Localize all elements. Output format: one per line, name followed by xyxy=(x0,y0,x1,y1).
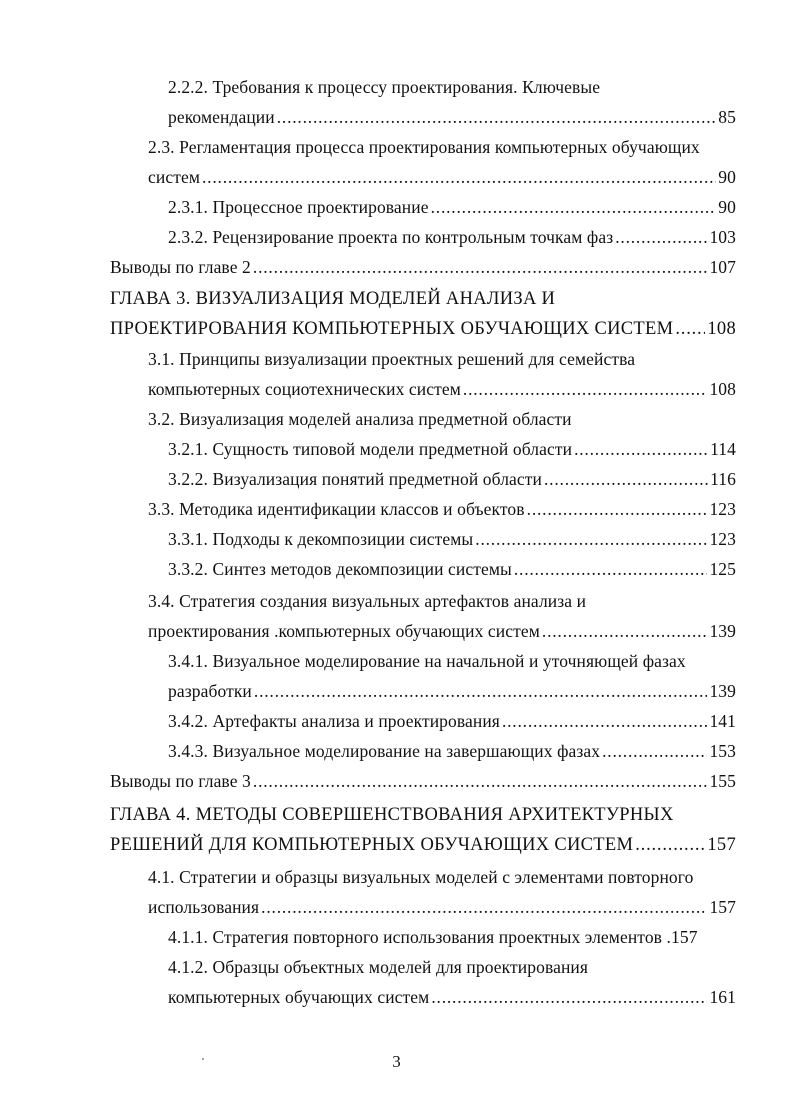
toc-entry-2-3-2[interactable] xyxy=(168,222,736,252)
dot-leader xyxy=(463,374,708,404)
toc-page-number: 108 xyxy=(707,319,736,339)
toc-page-number: 139 xyxy=(709,681,736,701)
toc-entry-text: 3.4.3. Визуальное моделирование на завершающих фазах xyxy=(168,741,601,761)
toc-entry-text: рекомендации xyxy=(168,107,275,127)
toc-entry-3-1[interactable] xyxy=(148,374,736,404)
toc-entry-2-3-1[interactable] xyxy=(168,192,736,222)
toc-page-number: 107 xyxy=(709,257,736,277)
toc-entry-3-3-1[interactable] xyxy=(168,524,736,554)
toc-page-number: 161 xyxy=(709,987,736,1007)
toc-page-number: 141 xyxy=(709,711,736,731)
toc-entry-text: систем xyxy=(148,167,200,187)
dot-leader xyxy=(574,434,708,464)
dot-leader xyxy=(277,102,717,132)
toc-page-number: 153 xyxy=(709,741,736,761)
dot-leader xyxy=(527,494,708,524)
toc-entry-text: 3.3.1. Подходы к декомпозиции системы xyxy=(168,529,474,549)
dot-leader xyxy=(544,464,708,494)
toc-page-number: 155 xyxy=(709,771,736,791)
dot-leader xyxy=(542,616,708,646)
toc-chapter-3[interactable] xyxy=(110,314,736,344)
toc-entry-conclusions-2[interactable] xyxy=(110,252,736,282)
toc-entry-text: компьютерных социотехнических систем xyxy=(148,379,461,399)
dot-leader xyxy=(202,162,716,192)
toc-entry-text: 3.4.2. Артефакты анализа и проектирования xyxy=(168,711,500,731)
toc-page-number: 114 xyxy=(710,439,736,459)
toc-entry-3-2[interactable]: 3.2. Визуализация моделей анализа предметной области xyxy=(148,409,572,429)
toc-entry-3-4-1[interactable] xyxy=(168,676,736,706)
toc-entry-text: проектирования .компьютерных обучающих систем xyxy=(148,621,540,641)
toc-page-number: 125 xyxy=(709,559,736,579)
toc-entry-3-4-line1: 3.4. Стратегия создания визуальных артефактов анализа и xyxy=(148,591,587,611)
toc-entry-text: 3.2.2. Визуализация понятий предметной области xyxy=(168,469,542,489)
toc-entry-2-3-line1: 2.3. Регламентация процесса проектирования компьютерных обучающих xyxy=(148,137,700,157)
toc-entry-3-4[interactable] xyxy=(148,616,736,646)
toc-page-number: 157 xyxy=(709,897,736,917)
toc-page-number: .157 xyxy=(666,927,698,947)
toc-entry-text: 3.3. Методика идентификации классов и объектов xyxy=(148,499,525,519)
toc-entry-2-2-2[interactable] xyxy=(168,102,736,132)
dot-leader xyxy=(431,982,707,1012)
toc-page-number: 123 xyxy=(709,529,736,549)
toc-entry-text: РЕШЕНИЙ ДЛЯ КОМПЬЮТЕРНЫХ ОБУЧАЮЩИХ СИСТЕМ xyxy=(110,835,634,855)
toc-entry-text: 2.3.1. Процессное проектирование xyxy=(168,197,429,217)
dot-leader xyxy=(514,554,708,584)
toc-entry-text: использования xyxy=(148,897,260,917)
toc-entry-2-2-2-line1: 2.2.2. Требования к процессу проектирования. Ключевые xyxy=(168,77,601,97)
dot-leader xyxy=(635,830,705,860)
toc-entry-text: 3.3.2. Синтез методов декомпозиции системы xyxy=(168,559,512,579)
toc-page-number: 116 xyxy=(710,469,736,489)
toc-entry-text: ПРОЕКТИРОВАНИЯ КОМПЬЮТЕРНЫХ ОБУЧАЮЩИХ СИСТЕМ xyxy=(110,319,674,339)
toc-chapter-4[interactable] xyxy=(110,830,736,860)
toc-page-number: 157 xyxy=(707,835,736,855)
toc-entry-3-1-line1: 3.1. Принципы визуализации проектных решений для семейства xyxy=(148,349,636,369)
dot-leader xyxy=(475,524,707,554)
dot-leader xyxy=(261,892,707,922)
toc-entry-4-1-1[interactable] xyxy=(168,922,698,952)
toc-entry-text: Выводы по главе 2 xyxy=(110,257,251,277)
page-number: 3 xyxy=(392,1052,401,1071)
toc-entry-3-4-2[interactable] xyxy=(168,706,736,736)
dot-leader xyxy=(431,192,717,222)
toc-page-number: 123 xyxy=(709,499,736,519)
dot-leader xyxy=(602,736,707,766)
dot-leader xyxy=(254,676,708,706)
toc-entry-3-2-1[interactable] xyxy=(168,434,736,464)
toc-entry-conclusions-3[interactable] xyxy=(110,766,736,796)
toc-entry-text: 4.1.1. Стратегия повторного использования проектных элементов xyxy=(168,927,663,947)
toc-entry-text: компьютерных обучающих систем xyxy=(168,987,430,1007)
toc-entry-3-4-3[interactable] xyxy=(168,736,736,766)
dot-leader xyxy=(502,706,707,736)
toc-entry-text: 3.2.1. Сущность типовой модели предметной области xyxy=(168,439,573,459)
toc-page-number: 90 xyxy=(718,197,736,217)
toc-entry-3-3[interactable] xyxy=(148,494,736,524)
toc-entry-4-1-line1: 4.1. Стратегии и образцы визуальных моделей с элементами повторного xyxy=(148,867,694,887)
dot-leader xyxy=(253,252,708,282)
toc-entry-3-2-2[interactable] xyxy=(168,464,736,494)
toc-entry-2-3[interactable] xyxy=(148,162,736,192)
toc-entry-text: Выводы по главе 3 xyxy=(110,771,251,791)
toc-page-number: 90 xyxy=(718,167,736,187)
toc-page-number: 103 xyxy=(709,227,736,247)
dot-leader xyxy=(675,314,705,344)
toc-page-number: 139 xyxy=(709,621,736,641)
dot-leader xyxy=(253,766,708,796)
toc-entry-4-1-2[interactable] xyxy=(168,982,736,1012)
toc-page-number: 85 xyxy=(718,107,736,127)
toc-entry-3-4-1-line1: 3.4.1. Визуальное моделирование на начальной и уточняющей фазах xyxy=(168,651,686,671)
toc-chapter-4-line1: ГЛАВА 4. МЕТОДЫ СОВЕРШЕНСТВОВАНИЯ АРХИТЕКТУРНЫХ xyxy=(110,805,674,825)
toc-chapter-3-line1: ГЛАВА 3. ВИЗУАЛИЗАЦИЯ МОДЕЛЕЙ АНАЛИЗА И xyxy=(110,289,556,309)
toc-entry-4-1-2-line1: 4.1.2. Образцы объектных моделей для проектирования xyxy=(168,957,589,977)
toc-entry-text: разработки xyxy=(168,681,252,701)
toc-entry-4-1[interactable] xyxy=(148,892,736,922)
dot-leader xyxy=(615,222,707,252)
toc-entry-3-3-2[interactable] xyxy=(168,554,736,584)
toc-entry-text: 2.3.2. Рецензирование проекта по контрольным точкам фаз xyxy=(168,227,614,247)
toc-page-number: 108 xyxy=(709,379,736,399)
